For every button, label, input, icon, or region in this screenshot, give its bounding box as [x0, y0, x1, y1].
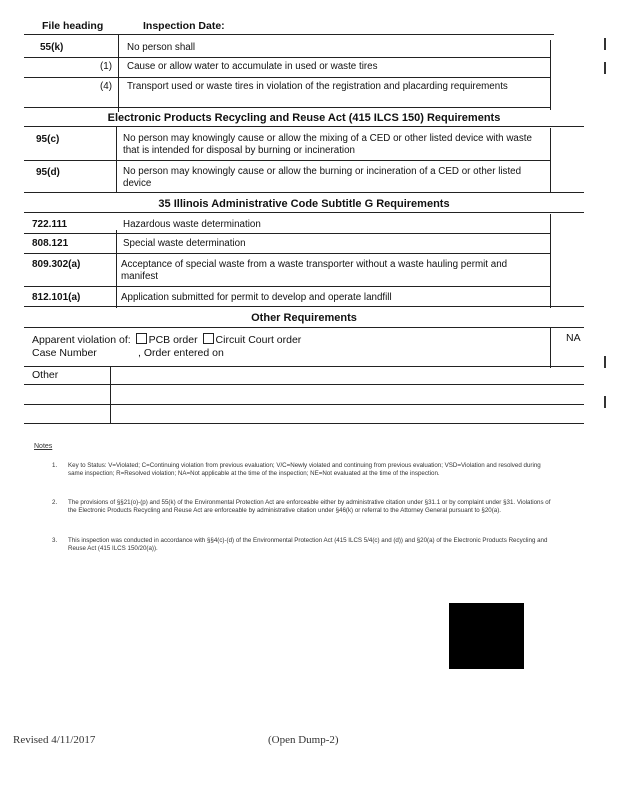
row-rule — [24, 366, 584, 367]
section-rule — [24, 126, 584, 127]
apparent-violation-line — [32, 333, 301, 347]
column-divider-other — [110, 366, 111, 424]
requirement-809-302a: Acceptance of special waste from a waste transporter without a waste hauling permit and manifest — [121, 259, 508, 282]
note-text: The provisions of §§21(o)-(p) and 55(k) of the Environmental Protection Act are enforceable either by administrative citation under §31.1 or by complaint under §31. Violations of the Electronic Products Recycling and Reuse Act are enforceable by administrative citation under §46(k) or referral to the Attorney General pursuant to §20(a). — [68, 499, 551, 514]
row-rule — [24, 306, 584, 307]
row-rule — [24, 233, 550, 234]
file-heading-label: File heading — [42, 20, 104, 32]
inspection-date-label: Inspection Date: — [143, 20, 225, 32]
code-95c: 95(c) — [36, 134, 60, 145]
circuit-court-order-checkbox[interactable] — [203, 333, 214, 344]
status-tick — [604, 62, 606, 74]
code-722-111: 722.111 — [32, 219, 68, 230]
item-number: (1) — [100, 61, 112, 72]
form-name: (Open Dump-2) — [268, 734, 339, 746]
other-label: Other — [32, 369, 59, 381]
code-812-101a: 812.101(a) — [32, 292, 81, 303]
na-status: NA — [566, 332, 581, 344]
pcb-order-label: PCB order — [148, 334, 198, 346]
note-number: 1. — [52, 462, 58, 469]
right-edge-subtitle-g — [550, 214, 551, 308]
status-tick — [604, 396, 606, 408]
requirement-text: Transport used or waste tires in violation of the registration and placarding requirements — [127, 81, 508, 92]
section-rule — [24, 212, 584, 213]
note-text: Key to Status: V=Violated; C=Continuing violation from previous evaluation; V/C=Newly violated and continuing from previous evaluation; VSD=Violation and resolved during same inspection; R=Resolved violation; NA=Not applicable at the time of the inspection; NE=Not evaluated at the time of the inspection. — [68, 462, 541, 477]
note-number: 2. — [52, 499, 58, 506]
notes-title: Notes — [34, 443, 53, 450]
section-rule — [24, 327, 584, 328]
circuit-court-order-label: Circuit Court order — [215, 334, 302, 346]
row-rule — [24, 286, 550, 287]
right-edge-other — [550, 328, 551, 368]
requirement-95d: No person may knowingly cause or allow the burning or incineration of a CED or other listed device — [123, 166, 522, 189]
requirement-812-101a: Application submitted for permit to develop and operate landfill — [121, 292, 392, 303]
note-number: 3. — [52, 537, 58, 544]
other-requirements-heading: Other Requirements — [251, 312, 357, 324]
header-rule — [24, 34, 554, 35]
note-text: This inspection was conducted in accordance with §§4(c)-(d) of the Environmental Protection Act (415 ILCS 5/4(c) and (d)) and §20(a) of the Electronic Products Recycling and Reuse Act (415 ILCS 150/20(a)). — [68, 537, 548, 552]
code-808-121: 808.121 — [32, 238, 69, 249]
row-rule — [24, 404, 584, 405]
redaction-block — [449, 603, 524, 669]
status-tick — [604, 356, 606, 368]
right-edge-waste-tire — [550, 40, 551, 110]
item-number: (4) — [100, 81, 112, 92]
status-tick — [604, 38, 606, 50]
subtitle-g-heading: 35 Illinois Administrative Code Subtitle G Requirements — [158, 198, 450, 210]
requirement-722-111: Hazardous waste determination — [123, 219, 261, 230]
code-55k: 55(k) — [40, 42, 64, 53]
requirement-808-121: Special waste determination — [123, 238, 246, 249]
apparent-violation-label: Apparent violation of: — [32, 334, 131, 346]
row-rule — [24, 192, 584, 193]
row-rule — [24, 253, 550, 254]
column-divider-subtitle-g — [116, 230, 117, 308]
row-rule — [24, 160, 550, 161]
requirement-55k: No person shall — [127, 42, 196, 53]
order-entered-label: , Order entered on — [138, 347, 224, 359]
column-divider-waste-tire — [118, 34, 119, 112]
row-rule — [24, 107, 550, 108]
requirement-95c: No person may knowingly cause or allow the mixing of a CED or other listed device with waste that is intended for disposal by burning or incineration — [123, 133, 532, 156]
code-95d: 95(d) — [36, 167, 60, 178]
row-rule — [24, 77, 550, 78]
row-rule — [24, 384, 584, 385]
right-edge-electronics — [550, 128, 551, 192]
case-number-label: Case Number — [32, 347, 97, 359]
row-rule — [24, 423, 584, 424]
revised-date: Revised 4/11/2017 — [13, 734, 96, 746]
code-809-302a: 809.302(a) — [32, 259, 81, 270]
pcb-order-checkbox[interactable] — [136, 333, 147, 344]
row-rule — [24, 57, 550, 58]
electronics-heading: Electronic Products Recycling and Reuse Act (415 ILCS 150) Requirements — [107, 112, 501, 124]
requirement-text: Cause or allow water to accumulate in used or waste tires — [127, 61, 378, 72]
